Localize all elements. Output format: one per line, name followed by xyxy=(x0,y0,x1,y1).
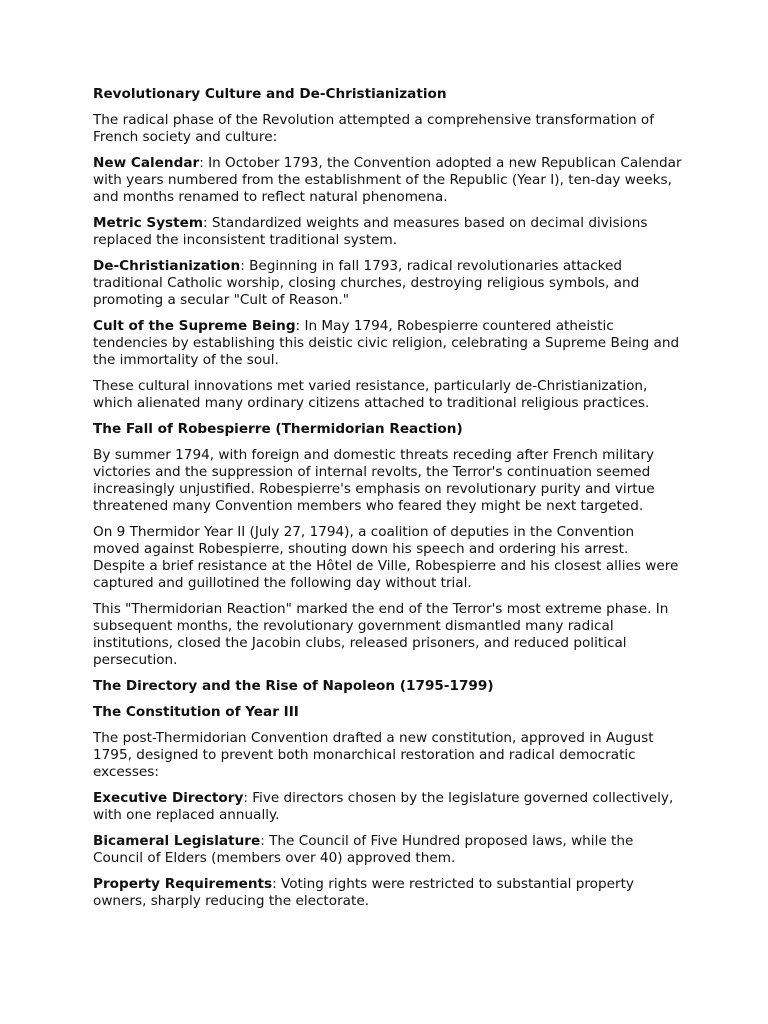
term-description: : In May 1794, Robespierre countered atheistic tendencies by establishing this deistic civic religion, celebrating a Supreme Being and the immortality of the soul. xyxy=(93,318,680,368)
paragraph: On 9 Thermidor Year II (July 27, 1794), a coalition of deputies in the Convention moved against Robespierre, shouting down his speech and ordering his arrest. Despite a brief resistance at the Hôtel de Ville, Robespierre and his closest allies were captured and guillotined the following day without trial. xyxy=(93,524,679,591)
term-label: Property Requirements xyxy=(93,876,273,892)
term-paragraph xyxy=(93,833,683,867)
term-label: Cult of the Supreme Being xyxy=(93,318,296,334)
term-paragraph xyxy=(93,790,683,824)
document-page xyxy=(93,86,683,919)
section-heading: The Fall of Robespierre (Thermidorian Reaction) xyxy=(93,421,463,437)
section-heading: Revolutionary Culture and De-Christianization xyxy=(93,86,447,102)
term-label: Executive Directory xyxy=(93,790,244,806)
paragraph: By summer 1794, with foreign and domestic threats receding after French military victories and the suppression of internal revolts, the Terror's continuation seemed increasingly unjustified. Robespierre's emphasis on revolutionary purity and virtue threatened many Convention members who feared they might be next targeted. xyxy=(93,447,655,514)
subsection-heading: The Constitution of Year III xyxy=(93,704,299,720)
paragraph: The radical phase of the Revolution attempted a comprehensive transformation of French society and culture: xyxy=(93,112,654,145)
term-label: De-Christianization xyxy=(93,258,241,274)
term-paragraph xyxy=(93,155,683,206)
term-label: Bicameral Legislature xyxy=(93,833,261,849)
term-label: New Calendar xyxy=(93,155,200,171)
term-description: : Five directors chosen by the legislature governed collectively, with one replaced annually. xyxy=(93,790,674,823)
term-paragraph xyxy=(93,258,683,309)
term-description: : Beginning in fall 1793, radical revolutionaries attacked traditional Catholic worship, closing churches, destroying religious symbols, and promoting a secular "Cult of Reason." xyxy=(93,258,640,308)
term-description: : Standardized weights and measures based on decimal divisions replaced the inconsistent traditional system. xyxy=(93,215,648,248)
term-description: : Voting rights were restricted to substantial property owners, sharply reducing the electorate. xyxy=(93,876,634,909)
term-description: : The Council of Five Hundred proposed laws, while the Council of Elders (members over 40) approved them. xyxy=(93,833,634,866)
section-heading: The Directory and the Rise of Napoleon (1795-1799) xyxy=(93,678,494,694)
paragraph: This "Thermidorian Reaction" marked the end of the Terror's most extreme phase. In subsequent months, the revolutionary government dismantled many radical institutions, closed the Jacobin clubs, released prisoners, and reduced political persecution. xyxy=(93,601,669,668)
term-paragraph xyxy=(93,215,683,249)
paragraph: The post-Thermidorian Convention drafted a new constitution, approved in August 1795, designed to prevent both monarchical restoration and radical democratic excesses: xyxy=(93,730,654,780)
term-label: Metric System xyxy=(93,215,204,231)
term-paragraph xyxy=(93,876,683,910)
term-paragraph xyxy=(93,318,683,369)
paragraph: These cultural innovations met varied resistance, particularly de-Christianization, which alienated many ordinary citizens attached to traditional religious practices. xyxy=(93,378,650,411)
term-description: : In October 1793, the Convention adopted a new Republican Calendar with years numbered from the establishment of the Republic (Year I), ten-day weeks, and months renamed to reflect natural phenomena. xyxy=(93,155,682,205)
